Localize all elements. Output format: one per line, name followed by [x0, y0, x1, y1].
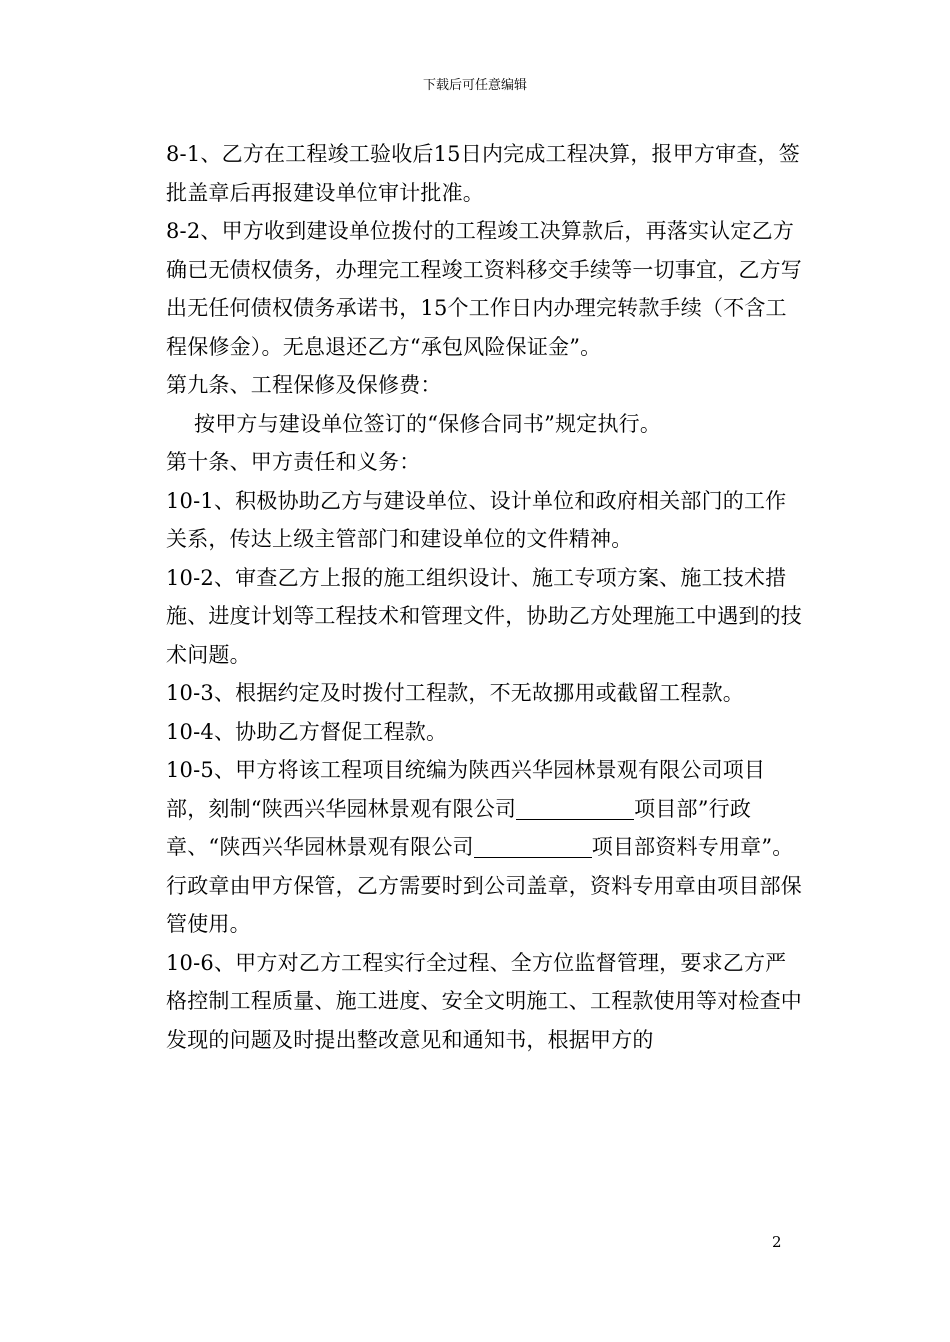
paragraph-8-1: 8-1、乙方在工程竣工验收后15日内完成工程决算，报甲方审查，签批盖章后再报建设单位审计批准。 — [166, 142, 800, 205]
paragraph-10-5-part3: 项目部资料专用章”。行政章由甲方保管，乙方需要时到公司盖章，资料专用章由项目部保管使用。 — [166, 835, 802, 936]
paragraph-10-6: 10-6、甲方对乙方工程实行全过程、全方位监督管理，要求乙方严格控制工程质量、施工进度、安全文明施工、工程款使用等对检查中发现的问题及时提出整改意见和通知书，根据甲方的 — [166, 950, 802, 1052]
paragraph-10-4: 10-4、协助乙方督促工程款。 — [166, 719, 448, 744]
paragraph-10-3: 10-3、根据约定及时拨付工程款，不无故挪用或截留工程款。 — [166, 681, 744, 705]
blank-line-1 — [516, 797, 634, 820]
blank-line-2 — [474, 835, 592, 858]
paragraph-10-2: 10-2、审查乙方上报的施工组织设计、施工专项方案、施工技术措施、进度计划等工程技术和管理文件，协助乙方处理施工中遇到的技术问题。 — [166, 565, 802, 667]
paragraph-10-5 — [166, 751, 806, 944]
article-9-body: 按甲方与建设单位签订的“保修合同书”规定执行。 — [194, 411, 662, 436]
article-9-heading: 第九条、工程保修及保修费： — [166, 373, 442, 397]
document-body — [166, 135, 806, 1059]
page-header: 下载后可任意编辑 — [422, 78, 527, 93]
paragraph-10-5-part2: 项目部”行政章、“陕西兴华园林景观有限公司 — [166, 796, 752, 859]
paragraph-8-2: 8-2、甲方收到建设单位拨付的工程竣工决算款后，再落实认定乙方确已无债权债务，办理完工程竣工资料移交手续等一切事宜，乙方写出无任何债权债务承诺书，15个工作日内办理完转款手续（不含工程保修金）。无息退还乙方“承包风险保证金”。 — [166, 219, 802, 359]
article-10-heading: 第十条、甲方责任和义务： — [166, 450, 421, 474]
page-number: 2 — [772, 1233, 782, 1251]
paragraph-10-1: 10-1、积极协助乙方与建设单位、设计单位和政府相关部门的工作关系，传达上级主管部门和建设单位的文件精神。 — [166, 488, 787, 551]
paragraph-10-5-part1: 10-5、甲方将该工程项目统编为陕西兴华园林景观有限公司项目部，刻制“陕西兴华园林景观有限公司 — [166, 758, 766, 821]
